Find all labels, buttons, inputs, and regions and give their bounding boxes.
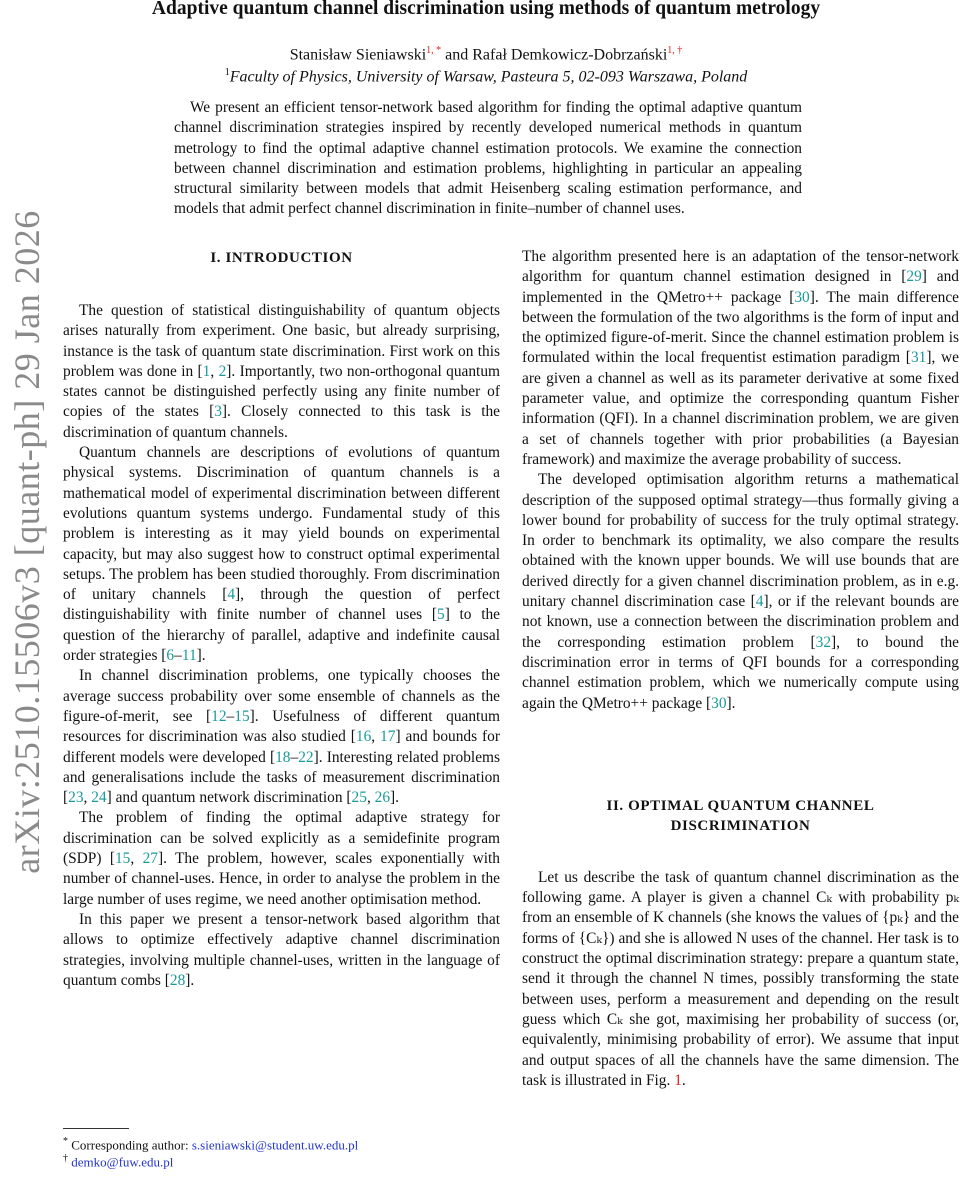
citation-link[interactable]: 6 [166,647,175,665]
citation-link[interactable]: 23 [68,789,84,807]
email-link[interactable]: demko@fuw.edu.pl [71,1154,174,1170]
citation-link[interactable]: 16 [355,728,372,746]
author-name: Rafał Demkowicz-Dobrzański [472,46,668,64]
citation-link[interactable]: 12 [211,707,227,725]
citation-link[interactable]: 17 [380,728,396,746]
left-column [63,248,500,991]
footnote [63,1150,173,1170]
author-mark[interactable]: 1, * [426,45,442,56]
section-heading-line: DISCRIMINATION [670,817,811,834]
citation-link[interactable]: 15 [114,850,131,868]
citation-link[interactable]: 30 [711,694,727,712]
citation-link[interactable]: 28 [169,971,186,989]
footnote-rule [63,1128,129,1129]
author-list [0,45,972,64]
citation-link[interactable]: 15 [234,707,250,725]
email-link[interactable]: s.sieniawski@student.uw.edu.pl [191,1137,359,1153]
and-text: and [445,46,469,64]
footnote-mark: * [63,1136,68,1147]
citation-link[interactable]: 11 [181,647,197,665]
paragraph: In channel discrimination problems, one typically chooses the average success probability over some ensemble of channels as the figure-of-merit, see [12–15]. Usefulness of different quantum resources for discrimination was also studied [16, 17] and bounds for different models were developed [18–22]. Interesting related problems and generalisations include the tasks of measurement discrimination [23, 24] and quantum network discrimination [25, 26]. [63,667,500,807]
citation-link[interactable]: 1 [202,362,211,380]
citation-link[interactable]: 24 [91,789,107,807]
citation-link[interactable]: 27 [142,850,158,868]
footnote-label: Corresponding author: [71,1137,189,1153]
section-heading-line: II. OPTIMAL QUANTUM CHANNEL [606,797,875,814]
paper-title: Adaptive quantum channel discrimination using methods of quantum metrology [151,0,821,19]
arxiv-stamp: arXiv:2510.15506v3 [quant-ph] 29 Jan 2026 [7,210,47,874]
citation-link[interactable]: 25 [351,789,367,807]
citation-link[interactable]: 22 [298,748,314,766]
author-mark[interactable]: 1, † [667,45,683,56]
citation-link[interactable]: 26 [374,789,391,807]
citation-link[interactable]: 2 [218,362,227,380]
affiliation-text: Faculty of Physics, University of Warsaw, Pasteura 5, 02-093 Warszawa, Poland [229,68,748,86]
paragraph: The developed optimisation algorithm returns a mathematical description of the supposed optimal strategy—thus formally giving a lower bound for probability of success for the truly optimal strategy. In order to benchmark its optimality, we also compare the results obtained with the known upper bounds. We will use bounds that are derived directly for a given channel discrimination problem, as in e.g. unitary channel discrimination case [4], or if the relevant bounds are not known, use a connection between the discrimination problem and the corresponding estimation problem [32], to bound the discrimination error in terms of QFI bounds for a corresponding channel estimation problem, which we numerically compute using again the QMetro++ package [30]. [522,471,960,712]
citation-link[interactable]: 31 [910,349,927,367]
right-column [522,247,959,1091]
affiliation-mark: 1 [224,67,230,78]
paragraph: The question of statistical distinguishability of quantum objects arises naturally from experiment. One basic, but already surprising, instance is the task of quantum state discrimination. First work on this problem was done in [1, 2]. Importantly, two non-orthogonal quantum states cannot be distinguished perfectly using any finite number of copies of the states [3]. Closely connected to this task is the discrimination of quantum channels. [63,302,500,441]
figure-link[interactable]: 1 [674,1071,682,1089]
citation-link[interactable]: 32 [815,633,832,651]
section-heading [522,796,959,836]
citation-link[interactable]: 4 [227,586,236,604]
author-name: Stanisław Sieniawski [289,46,427,64]
citation-link[interactable]: 30 [794,288,810,306]
section-heading: I. INTRODUCTION [210,250,353,266]
paragraph: Quantum channels are descriptions of evolutions of quantum physical systems. Discrimination of quantum channels is a mathematical model of experimental discrimination between different evolutions quantum systems undergo. Fundamental study of this problem is interesting as it may yield bounds on experimental capacity, but may also suggest how to construct optimal experimental setups. The problem has been studied thoroughly. From discrimination of unitary channels [4], through the question of perfect distinguishability with finite number of channel uses [5] to the question of the hierarchy of parallel, adaptive and indefinite causal order strategies [6–11]. [63,444,500,665]
paragraph: In this paper we present a tensor-network based algorithm that allows to optimize effectively adaptive channel discrimination strategies, involving multiple channel-uses, written in the language of quantum combs [28]. [63,910,500,989]
citation-link[interactable]: 3 [214,403,222,421]
paragraph: The problem of finding the optimal adaptive strategy for discrimination can be solved explicitly as a semidefinite program (SDP) [15, 27]. The problem, however, scales exponentially with number of channel-uses. Hence, in order to analyse the problem in the large number of uses regime, we need another optimisation method. [63,809,500,908]
paragraph: The algorithm presented here is an adaptation of the tensor-network algorithm for quantum channel estimation designed in [29] and implemented in the QMetro++ package [30]. The main difference between the formulation of the two algorithms is the form of input and the optimized figure-of-merit. Since the channel estimation problem is formulated within the local frequentist estimation paradigm [31], we are given a channel as well as its parameter derivative at some fixed parameter value, and optimize the corresponding quantum Fisher information (QFI). In a channel discrimination problem, we are given a set of channels together with prior probabilities (a Bayesian framework) and maximize the average probability of success. [522,248,960,468]
paragraph: Let us describe the task of quantum channel discrimination as the following game. A player is given a channel Cₖ with probability pₖ from an ensemble of K channels (she knows the values of {pₖ} and the forms of {Cₖ}) and she is allowed N uses of the channel. Her task is to construct the optimal discrimination strategy: prepare a quantum state, send it through the channel N times, possibly transforming the state between uses, perform a measurement and depending on the result guess which Cₖ she got, maximising her probability of success (or, equivalently, minimising probability of error). We assume that input and output spaces of all the channels have the same dimension. The task is illustrated in Fig. 1. [522,868,959,1089]
citation-link[interactable]: 4 [755,593,764,611]
citation-link[interactable]: 29 [906,268,922,286]
affiliation [0,67,972,86]
citation-link[interactable]: 18 [275,748,291,766]
abstract: We present an efficient tensor-network based algorithm for finding the optimal adaptive quantum channel discrimination strategies inspired by recently developed numerical methods in quantum metrology to find the optimal adaptive channel estimation protocols. We examine the connection between channel discrimination and estimation problems, highlighting in particular an appealing structural similarity between models that admit Heisenberg scaling estimation performance, and models that admit perfect channel discrimination in finite–number of channel uses. [174,99,802,218]
citation-link[interactable]: 5 [436,606,445,624]
footnote-mark: † [63,1153,68,1164]
